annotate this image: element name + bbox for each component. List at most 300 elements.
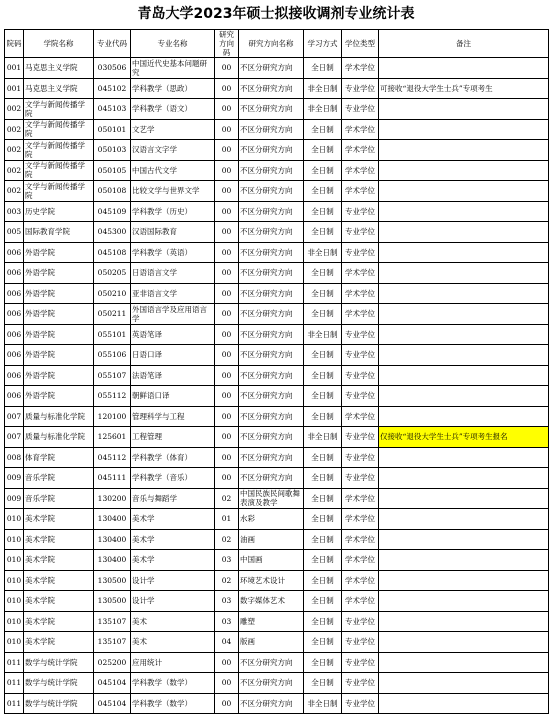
cell-note [379, 673, 549, 694]
cell-direction-name: 环境艺术设计 [239, 570, 304, 591]
cell-direction-name: 雕塑 [239, 611, 304, 632]
table-row [5, 99, 549, 120]
cell-college-code: 011 [5, 673, 24, 694]
cell-note [379, 529, 549, 550]
table-row [5, 611, 549, 632]
cell-major-code: 130200 [94, 488, 131, 509]
cell-study-mode: 全日制 [304, 488, 342, 509]
table-row [5, 509, 549, 530]
cell-college-name: 美术学院 [24, 509, 94, 530]
cell-direction-name: 不区分研究方向 [239, 304, 304, 325]
cell-direction-name: 不区分研究方向 [239, 652, 304, 673]
cell-study-mode: 全日制 [304, 611, 342, 632]
cell-college-code: 006 [5, 386, 24, 407]
cell-note [379, 283, 549, 304]
cell-direction-code: 00 [215, 283, 239, 304]
cell-direction-name: 不区分研究方向 [239, 58, 304, 79]
cell-study-mode: 全日制 [304, 529, 342, 550]
table-row [5, 140, 549, 161]
table-row [5, 345, 549, 366]
cell-study-mode: 全日制 [304, 509, 342, 530]
cell-direction-code: 02 [215, 488, 239, 509]
cell-major-name: 亚非语言文学 [131, 283, 215, 304]
cell-note [379, 468, 549, 489]
cell-major-code: 025200 [94, 652, 131, 673]
cell-direction-name: 不区分研究方向 [239, 140, 304, 161]
cell-major-code: 055101 [94, 324, 131, 345]
cell-degree-type: 专业学位 [342, 222, 379, 243]
cell-major-name: 音乐与舞蹈学 [131, 488, 215, 509]
cell-college-code: 010 [5, 529, 24, 550]
cell-note [379, 263, 549, 284]
cell-degree-type: 学术学位 [342, 119, 379, 140]
table-row [5, 693, 549, 714]
table-row [5, 78, 549, 99]
cell-college-name: 外语学院 [24, 386, 94, 407]
cell-direction-name: 版画 [239, 632, 304, 653]
cell-direction-code: 00 [215, 99, 239, 120]
table-row [5, 591, 549, 612]
cell-degree-type: 专业学位 [342, 78, 379, 99]
cell-college-code: 010 [5, 591, 24, 612]
table-row [5, 58, 549, 79]
cell-major-code: 125601 [94, 427, 131, 448]
cell-major-name: 中国古代文学 [131, 160, 215, 181]
cell-degree-type: 专业学位 [342, 201, 379, 222]
table-row [5, 427, 549, 448]
cell-note: 仅接收“退役大学生士兵”专项考生报名 [379, 427, 549, 448]
cell-note: 可接收“退役大学生士兵”专项考生 [379, 78, 549, 99]
cell-college-name: 美术学院 [24, 632, 94, 653]
cell-major-name: 管理科学与工程 [131, 406, 215, 427]
cell-college-code: 006 [5, 283, 24, 304]
cell-major-name: 中国近代史基本问题研究 [131, 58, 215, 79]
cell-major-code: 055106 [94, 345, 131, 366]
cell-college-code: 009 [5, 488, 24, 509]
cell-college-name: 美术学院 [24, 570, 94, 591]
cell-direction-code: 00 [215, 652, 239, 673]
table-container [4, 29, 548, 714]
cell-note [379, 345, 549, 366]
cell-direction-name: 不区分研究方向 [239, 160, 304, 181]
cell-study-mode: 全日制 [304, 447, 342, 468]
cell-direction-code: 00 [215, 345, 239, 366]
cell-degree-type: 学术学位 [342, 263, 379, 284]
cell-degree-type: 学术学位 [342, 509, 379, 530]
cell-degree-type: 专业学位 [342, 693, 379, 714]
cell-college-name: 美术学院 [24, 529, 94, 550]
cell-major-code: 045300 [94, 222, 131, 243]
cell-study-mode: 全日制 [304, 673, 342, 694]
cell-direction-name: 不区分研究方向 [239, 447, 304, 468]
cell-major-name: 汉语言文字学 [131, 140, 215, 161]
cell-note [379, 140, 549, 161]
cell-study-mode: 全日制 [304, 632, 342, 653]
header-college-code: 院码 [5, 30, 24, 58]
cell-direction-name: 数字媒体艺术 [239, 591, 304, 612]
cell-direction-name: 不区分研究方向 [239, 201, 304, 222]
cell-college-name: 数学与统计学院 [24, 652, 94, 673]
cell-major-code: 050103 [94, 140, 131, 161]
cell-major-name: 学科教学（历史） [131, 201, 215, 222]
cell-direction-name: 不区分研究方向 [239, 181, 304, 202]
header-study-mode: 学习方式 [304, 30, 342, 58]
cell-degree-type: 专业学位 [342, 99, 379, 120]
cell-college-code: 010 [5, 550, 24, 571]
cell-direction-code: 00 [215, 201, 239, 222]
cell-college-name: 美术学院 [24, 550, 94, 571]
cell-college-code: 006 [5, 263, 24, 284]
cell-major-name: 美术学 [131, 550, 215, 571]
cell-major-name: 朝鲜语口译 [131, 386, 215, 407]
table-row [5, 201, 549, 222]
cell-direction-name: 不区分研究方向 [239, 427, 304, 448]
cell-college-name: 历史学院 [24, 201, 94, 222]
cell-note [379, 242, 549, 263]
cell-degree-type: 学术学位 [342, 304, 379, 325]
cell-college-code: 011 [5, 652, 24, 673]
table-row [5, 529, 549, 550]
cell-college-name: 外语学院 [24, 283, 94, 304]
cell-major-code: 130500 [94, 591, 131, 612]
cell-note [379, 591, 549, 612]
cell-study-mode: 全日制 [304, 386, 342, 407]
cell-study-mode: 全日制 [304, 160, 342, 181]
cell-college-name: 文学与新闻传播学院 [24, 140, 94, 161]
cell-direction-code: 00 [215, 78, 239, 99]
table-row [5, 263, 549, 284]
cell-direction-code: 03 [215, 550, 239, 571]
cell-major-code: 050210 [94, 283, 131, 304]
header-major-code: 专业代码 [94, 30, 131, 58]
header-major-name: 专业名称 [131, 30, 215, 58]
cell-direction-code: 00 [215, 181, 239, 202]
cell-college-name: 马克思主义学院 [24, 78, 94, 99]
cell-major-code: 055107 [94, 365, 131, 386]
cell-study-mode: 全日制 [304, 365, 342, 386]
cell-major-name: 法语笔译 [131, 365, 215, 386]
cell-study-mode: 全日制 [304, 345, 342, 366]
cell-direction-code: 00 [215, 222, 239, 243]
cell-study-mode: 全日制 [304, 140, 342, 161]
cell-direction-code: 00 [215, 242, 239, 263]
cell-major-name: 学科教学（音乐） [131, 468, 215, 489]
cell-college-name: 文学与新闻传播学院 [24, 99, 94, 120]
cell-major-code: 050105 [94, 160, 131, 181]
cell-degree-type: 学术学位 [342, 488, 379, 509]
cell-major-code: 055112 [94, 386, 131, 407]
cell-note [379, 119, 549, 140]
table-row [5, 304, 549, 325]
adjustment-table [4, 29, 549, 714]
cell-major-code: 045108 [94, 242, 131, 263]
cell-study-mode: 非全日制 [304, 242, 342, 263]
cell-study-mode: 全日制 [304, 570, 342, 591]
cell-direction-name: 不区分研究方向 [239, 222, 304, 243]
cell-note [379, 632, 549, 653]
cell-note [379, 160, 549, 181]
cell-degree-type: 专业学位 [342, 324, 379, 345]
cell-direction-code: 00 [215, 263, 239, 284]
cell-study-mode: 全日制 [304, 222, 342, 243]
cell-direction-name: 不区分研究方向 [239, 119, 304, 140]
cell-major-code: 030506 [94, 58, 131, 79]
cell-note [379, 570, 549, 591]
cell-college-name: 音乐学院 [24, 488, 94, 509]
cell-note [379, 365, 549, 386]
cell-degree-type: 学术学位 [342, 140, 379, 161]
table-row [5, 119, 549, 140]
cell-college-name: 质量与标准化学院 [24, 406, 94, 427]
cell-college-name: 数学与统计学院 [24, 673, 94, 694]
cell-major-code: 045109 [94, 201, 131, 222]
cell-direction-code: 00 [215, 468, 239, 489]
cell-direction-code: 00 [215, 119, 239, 140]
cell-study-mode: 非全日制 [304, 99, 342, 120]
cell-study-mode: 全日制 [304, 550, 342, 571]
table-row [5, 468, 549, 489]
cell-degree-type: 学术学位 [342, 550, 379, 571]
table-row [5, 550, 549, 571]
cell-major-code: 045112 [94, 447, 131, 468]
header-college-name: 学院名称 [24, 30, 94, 58]
cell-major-name: 学科教学（体育） [131, 447, 215, 468]
cell-major-code: 135107 [94, 632, 131, 653]
table-row [5, 406, 549, 427]
table-row [5, 386, 549, 407]
cell-major-name: 学科教学（数学） [131, 693, 215, 714]
cell-note [379, 488, 549, 509]
cell-college-name: 数学与统计学院 [24, 693, 94, 714]
cell-college-name: 文学与新闻传播学院 [24, 160, 94, 181]
cell-note [379, 324, 549, 345]
cell-major-code: 050211 [94, 304, 131, 325]
cell-major-name: 学科教学（数学） [131, 673, 215, 694]
cell-direction-name: 不区分研究方向 [239, 386, 304, 407]
cell-study-mode: 非全日制 [304, 78, 342, 99]
cell-note [379, 99, 549, 120]
cell-note [379, 58, 549, 79]
cell-college-name: 质量与标准化学院 [24, 427, 94, 448]
cell-college-code: 008 [5, 447, 24, 468]
cell-college-name: 美术学院 [24, 591, 94, 612]
header-direction-name: 研究方向名称 [239, 30, 304, 58]
cell-study-mode: 全日制 [304, 468, 342, 489]
cell-direction-code: 00 [215, 693, 239, 714]
table-row [5, 160, 549, 181]
cell-major-code: 045111 [94, 468, 131, 489]
table-row [5, 632, 549, 653]
cell-direction-code: 00 [215, 365, 239, 386]
cell-college-code: 001 [5, 78, 24, 99]
cell-direction-name: 水彩 [239, 509, 304, 530]
cell-study-mode: 全日制 [304, 263, 342, 284]
cell-note [379, 406, 549, 427]
cell-major-code: 135107 [94, 611, 131, 632]
cell-college-code: 001 [5, 58, 24, 79]
table-row [5, 283, 549, 304]
cell-major-name: 美术学 [131, 509, 215, 530]
cell-direction-name: 不区分研究方向 [239, 406, 304, 427]
cell-college-code: 002 [5, 160, 24, 181]
cell-college-name: 外语学院 [24, 242, 94, 263]
cell-direction-name: 中国民族民间歌舞表演及教学 [239, 488, 304, 509]
cell-direction-code: 00 [215, 324, 239, 345]
cell-college-name: 体育学院 [24, 447, 94, 468]
cell-college-code: 002 [5, 99, 24, 120]
cell-college-code: 003 [5, 201, 24, 222]
cell-college-name: 外语学院 [24, 304, 94, 325]
cell-degree-type: 学术学位 [342, 591, 379, 612]
table-row [5, 324, 549, 345]
cell-college-code: 009 [5, 468, 24, 489]
cell-direction-code: 00 [215, 386, 239, 407]
cell-college-code: 007 [5, 406, 24, 427]
cell-major-name: 应用统计 [131, 652, 215, 673]
cell-college-name: 外语学院 [24, 263, 94, 284]
cell-major-code: 130400 [94, 550, 131, 571]
cell-degree-type: 学术学位 [342, 570, 379, 591]
cell-college-code: 002 [5, 119, 24, 140]
cell-direction-code: 01 [215, 509, 239, 530]
cell-college-name: 文学与新闻传播学院 [24, 119, 94, 140]
cell-direction-name: 不区分研究方向 [239, 693, 304, 714]
cell-direction-name: 不区分研究方向 [239, 78, 304, 99]
cell-note [379, 652, 549, 673]
cell-direction-name: 不区分研究方向 [239, 345, 304, 366]
cell-college-name: 外语学院 [24, 345, 94, 366]
cell-major-name: 美术 [131, 632, 215, 653]
table-row [5, 652, 549, 673]
cell-direction-name: 油画 [239, 529, 304, 550]
cell-college-code: 006 [5, 365, 24, 386]
table-body [5, 58, 549, 714]
cell-note [379, 222, 549, 243]
cell-college-code: 006 [5, 304, 24, 325]
cell-direction-name: 不区分研究方向 [239, 263, 304, 284]
table-row [5, 488, 549, 509]
table-row [5, 673, 549, 694]
cell-college-code: 002 [5, 140, 24, 161]
cell-direction-code: 00 [215, 406, 239, 427]
cell-direction-code: 03 [215, 611, 239, 632]
cell-major-name: 工程管理 [131, 427, 215, 448]
cell-major-code: 050205 [94, 263, 131, 284]
cell-college-name: 美术学院 [24, 611, 94, 632]
cell-direction-name: 不区分研究方向 [239, 242, 304, 263]
cell-study-mode: 全日制 [304, 591, 342, 612]
cell-degree-type: 学术学位 [342, 181, 379, 202]
cell-note [379, 447, 549, 468]
cell-major-name: 日语语言文学 [131, 263, 215, 284]
cell-direction-name: 不区分研究方向 [239, 324, 304, 345]
cell-major-code: 130400 [94, 529, 131, 550]
cell-major-name: 美术 [131, 611, 215, 632]
cell-college-name: 国际教育学院 [24, 222, 94, 243]
cell-direction-code: 00 [215, 447, 239, 468]
cell-degree-type: 专业学位 [342, 652, 379, 673]
cell-direction-code: 00 [215, 140, 239, 161]
cell-college-name: 音乐学院 [24, 468, 94, 489]
cell-major-name: 日语口译 [131, 345, 215, 366]
cell-major-code: 045104 [94, 693, 131, 714]
table-row [5, 222, 549, 243]
cell-direction-name: 不区分研究方向 [239, 99, 304, 120]
cell-study-mode: 全日制 [304, 119, 342, 140]
cell-note [379, 201, 549, 222]
cell-study-mode: 全日制 [304, 304, 342, 325]
cell-direction-name: 不区分研究方向 [239, 365, 304, 386]
cell-degree-type: 学术学位 [342, 283, 379, 304]
cell-major-code: 120100 [94, 406, 131, 427]
cell-major-name: 英语笔译 [131, 324, 215, 345]
cell-direction-code: 00 [215, 58, 239, 79]
cell-college-code: 002 [5, 181, 24, 202]
cell-college-name: 外语学院 [24, 365, 94, 386]
cell-degree-type: 专业学位 [342, 345, 379, 366]
cell-note [379, 181, 549, 202]
cell-direction-code: 00 [215, 673, 239, 694]
table-row [5, 365, 549, 386]
cell-college-name: 外语学院 [24, 324, 94, 345]
header-row [5, 30, 549, 58]
cell-direction-name: 不区分研究方向 [239, 673, 304, 694]
cell-note [379, 611, 549, 632]
cell-study-mode: 非全日制 [304, 693, 342, 714]
cell-college-code: 006 [5, 345, 24, 366]
cell-note [379, 386, 549, 407]
cell-major-name: 设计学 [131, 570, 215, 591]
cell-college-code: 010 [5, 611, 24, 632]
cell-degree-type: 学术学位 [342, 529, 379, 550]
cell-direction-code: 02 [215, 529, 239, 550]
cell-major-name: 汉语国际教育 [131, 222, 215, 243]
cell-direction-code: 02 [215, 570, 239, 591]
cell-note [379, 509, 549, 530]
cell-college-code: 006 [5, 324, 24, 345]
cell-study-mode: 非全日制 [304, 324, 342, 345]
cell-note [379, 304, 549, 325]
cell-college-code: 010 [5, 570, 24, 591]
cell-degree-type: 专业学位 [342, 242, 379, 263]
cell-study-mode: 非全日制 [304, 427, 342, 448]
cell-college-code: 010 [5, 509, 24, 530]
cell-major-code: 045102 [94, 78, 131, 99]
cell-major-name: 学科教学（思政） [131, 78, 215, 99]
cell-direction-name: 不区分研究方向 [239, 468, 304, 489]
cell-degree-type: 专业学位 [342, 611, 379, 632]
cell-major-code: 050101 [94, 119, 131, 140]
cell-note [379, 693, 549, 714]
cell-study-mode: 全日制 [304, 181, 342, 202]
cell-major-name: 设计学 [131, 591, 215, 612]
table-row [5, 181, 549, 202]
cell-college-code: 011 [5, 693, 24, 714]
cell-study-mode: 全日制 [304, 406, 342, 427]
cell-major-code: 130500 [94, 570, 131, 591]
cell-college-name: 马克思主义学院 [24, 58, 94, 79]
cell-study-mode: 全日制 [304, 652, 342, 673]
table-row [5, 242, 549, 263]
cell-direction-name: 中国画 [239, 550, 304, 571]
cell-direction-code: 00 [215, 160, 239, 181]
cell-degree-type: 专业学位 [342, 468, 379, 489]
cell-college-code: 005 [5, 222, 24, 243]
cell-college-code: 010 [5, 632, 24, 653]
table-row [5, 570, 549, 591]
cell-direction-name: 不区分研究方向 [239, 283, 304, 304]
cell-study-mode: 全日制 [304, 58, 342, 79]
